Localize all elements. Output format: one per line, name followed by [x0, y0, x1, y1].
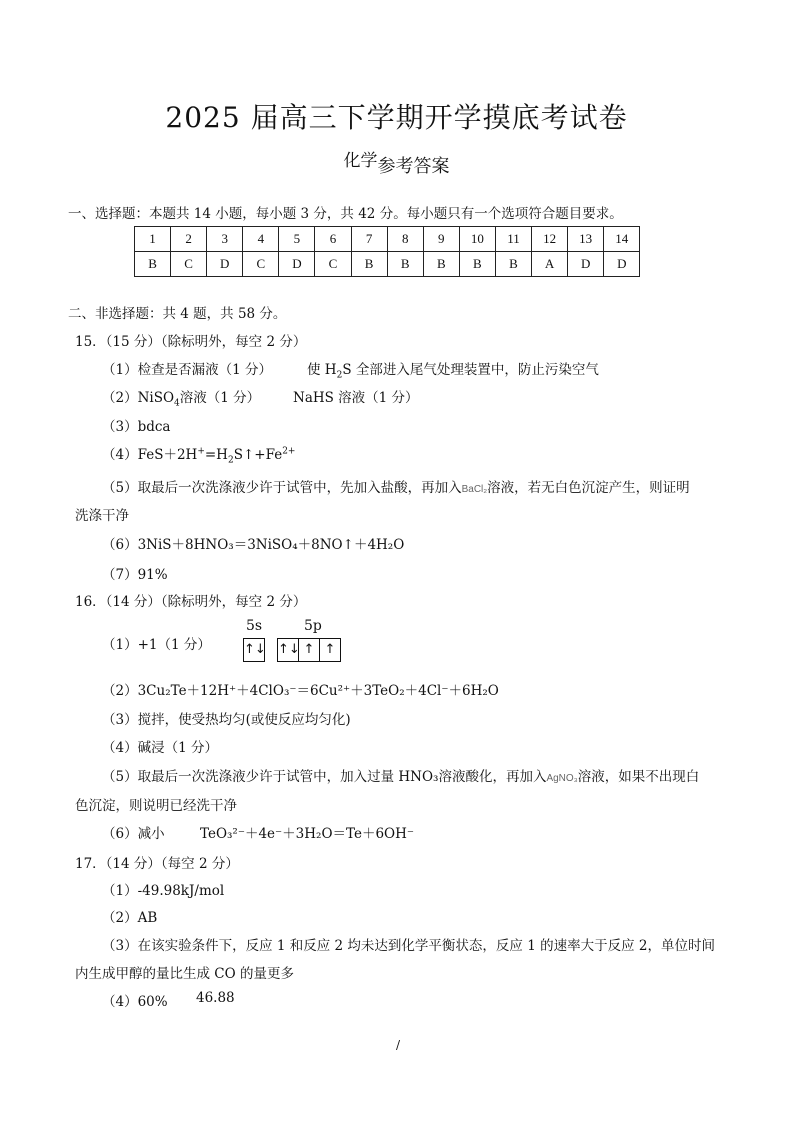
q16-answer-1: （1）+1（1 分）: [102, 637, 211, 653]
orbital-diagram: [243, 618, 363, 664]
answer-number: 13: [568, 227, 604, 252]
q17-answer-2: （2）AB: [102, 910, 158, 926]
q17-answer-3b: 内生成甲醇的量比生成 CO 的量更多: [75, 966, 294, 982]
answer-letter: D: [568, 252, 604, 277]
section2-heading: 二、非选择题：共 4 题，共 58 分。: [68, 306, 287, 322]
q16-answer-6b: TeO₃²⁻＋4e⁻＋3H₂O＝Te＋6OH⁻: [200, 826, 415, 842]
answer-letter: D: [207, 252, 243, 277]
q15-answer-2a: [102, 386, 260, 409]
reagent-formula: BaCl₂: [461, 484, 488, 495]
answer-letter: A: [532, 252, 568, 277]
answer-number: 7: [351, 227, 387, 252]
subtitle-subject: 化学: [343, 151, 378, 171]
answer-number-row: [135, 227, 640, 252]
text: S 全部进入尾气处理装置中，防止污染空气: [342, 362, 599, 378]
answer-letter-row: [135, 252, 640, 277]
text: 溶液，若无白色沉淀产生，则证明: [487, 480, 690, 496]
q16-answer-3: （3）搅拌，使受热均匀(或使反应均匀化): [102, 712, 351, 728]
orbital-5p-cell: ↑: [324, 642, 336, 657]
q17-heading: 17．（14 分）（每空 2 分）: [75, 856, 239, 872]
answer-number: 12: [532, 227, 568, 252]
answer-number: 11: [495, 227, 531, 252]
reagent-formula: AgNO₃: [546, 773, 578, 784]
answer-number: 10: [459, 227, 495, 252]
q15-answer-6: （6）3NiS＋8HNO₃＝3NiSO₄＋8NO↑＋4H₂O: [102, 537, 405, 553]
text: 溶液（1 分）: [179, 390, 261, 406]
q16-answer-2: （2）3Cu₂Te＋12H⁺＋4ClO₃⁻＝6Cu²⁺＋3TeO₂＋4Cl⁻＋6H₂O: [102, 683, 499, 699]
answer-number: 1: [135, 227, 171, 252]
q15-answer-7: （7）91%: [102, 567, 168, 583]
q15-answer-1b: [307, 358, 599, 381]
text: 溶液，如果不出现白: [577, 769, 700, 785]
answer-number: 2: [171, 227, 207, 252]
answer-letter: D: [279, 252, 315, 277]
q16-answer-5b: 色沉淀，则说明已经洗干净: [75, 798, 237, 814]
superscript: +: [197, 446, 205, 457]
subscript: 2: [336, 370, 343, 381]
answer-letter: B: [387, 252, 423, 277]
answer-letter: B: [135, 252, 171, 277]
page-subtitle: [0, 152, 793, 178]
q17-answer-1: （1）-49.98kJ/mol: [102, 883, 225, 899]
q15-answer-5b: 洗涤干净: [75, 508, 129, 524]
text: （4）FeS＋2H: [102, 447, 198, 463]
section1-heading: 一、选择题：本题共 14 小题，每小题 3 分，共 42 分。每小题只有一个选项符合题目要求。: [68, 206, 623, 222]
orbital-5p-box: [277, 638, 341, 662]
q15-answer-4: [102, 443, 295, 466]
q16-answer-4: （4）碱浸（1 分）: [102, 740, 218, 756]
q16-answer-6a: （6）减小: [102, 826, 165, 842]
orbital-5s-cell: ↑↓: [244, 642, 266, 657]
superscript: 2+: [282, 446, 296, 457]
q16-answer-5a: [102, 765, 699, 785]
answer-number: 3: [207, 227, 243, 252]
q15-answer-2b: NaHS 溶液（1 分）: [293, 390, 419, 406]
q15-answer-1a: （1）检查是否漏液（1 分）: [102, 362, 272, 378]
q15-answer-5a: [102, 476, 690, 496]
orbital-5p-cell: ↑↓: [278, 639, 299, 661]
subscript: 2: [227, 455, 234, 466]
answer-number: 5: [279, 227, 315, 252]
q17-answer-3a: （3）在该实验条件下，反应 1 和反应 2 均未达到化学平衡状态，反应 1 的速率大于反应 2，单位时间: [102, 938, 715, 954]
orbital-5p-cell: ↑: [299, 639, 320, 661]
answer-table: [134, 226, 640, 277]
answer-number: 8: [387, 227, 423, 252]
answer-letter: B: [351, 252, 387, 277]
text: 使 H: [307, 362, 337, 378]
answer-letter: B: [423, 252, 459, 277]
orbital-5p-label: 5p: [304, 618, 322, 634]
q15-heading: 15．（15 分）（除标明外，每空 2 分）: [75, 334, 307, 350]
answer-number: 4: [243, 227, 279, 252]
subscript: 4: [174, 398, 180, 409]
q16-heading: 16．（14 分）（除标明外，每空 2 分）: [75, 594, 307, 610]
text: =H: [204, 447, 228, 463]
orbital-5s-box: [243, 638, 265, 662]
answer-letter: C: [171, 252, 207, 277]
answer-letter: D: [604, 252, 640, 277]
answer-number: 14: [604, 227, 640, 252]
text: S↑+Fe: [233, 447, 283, 463]
subtitle-answer-key: 参考答案: [377, 156, 450, 177]
page-footer: /: [396, 1038, 401, 1052]
text: （5）取最后一次洗涤液少许于试管中，先加入盐酸，再加入: [102, 480, 462, 496]
q15-answer-3: （3）bdca: [102, 419, 171, 435]
orbital-5s-label: 5s: [246, 618, 263, 634]
q17-answer-4a: （4）60%: [102, 994, 168, 1010]
q17-answer-4b: 46.88: [196, 990, 235, 1006]
answer-number: 9: [423, 227, 459, 252]
answer-letter: C: [315, 252, 351, 277]
text: （2）NiSO: [102, 390, 175, 406]
answer-letter: B: [495, 252, 531, 277]
text: （5）取最后一次洗涤液少许于试管中，加入过量 HNO₃溶液酸化，再加入: [102, 769, 547, 785]
answer-letter: C: [243, 252, 279, 277]
answer-letter: B: [459, 252, 495, 277]
answer-number: 6: [315, 227, 351, 252]
page-title: 2025 届高三下学期开学摸底考试卷: [165, 101, 628, 134]
